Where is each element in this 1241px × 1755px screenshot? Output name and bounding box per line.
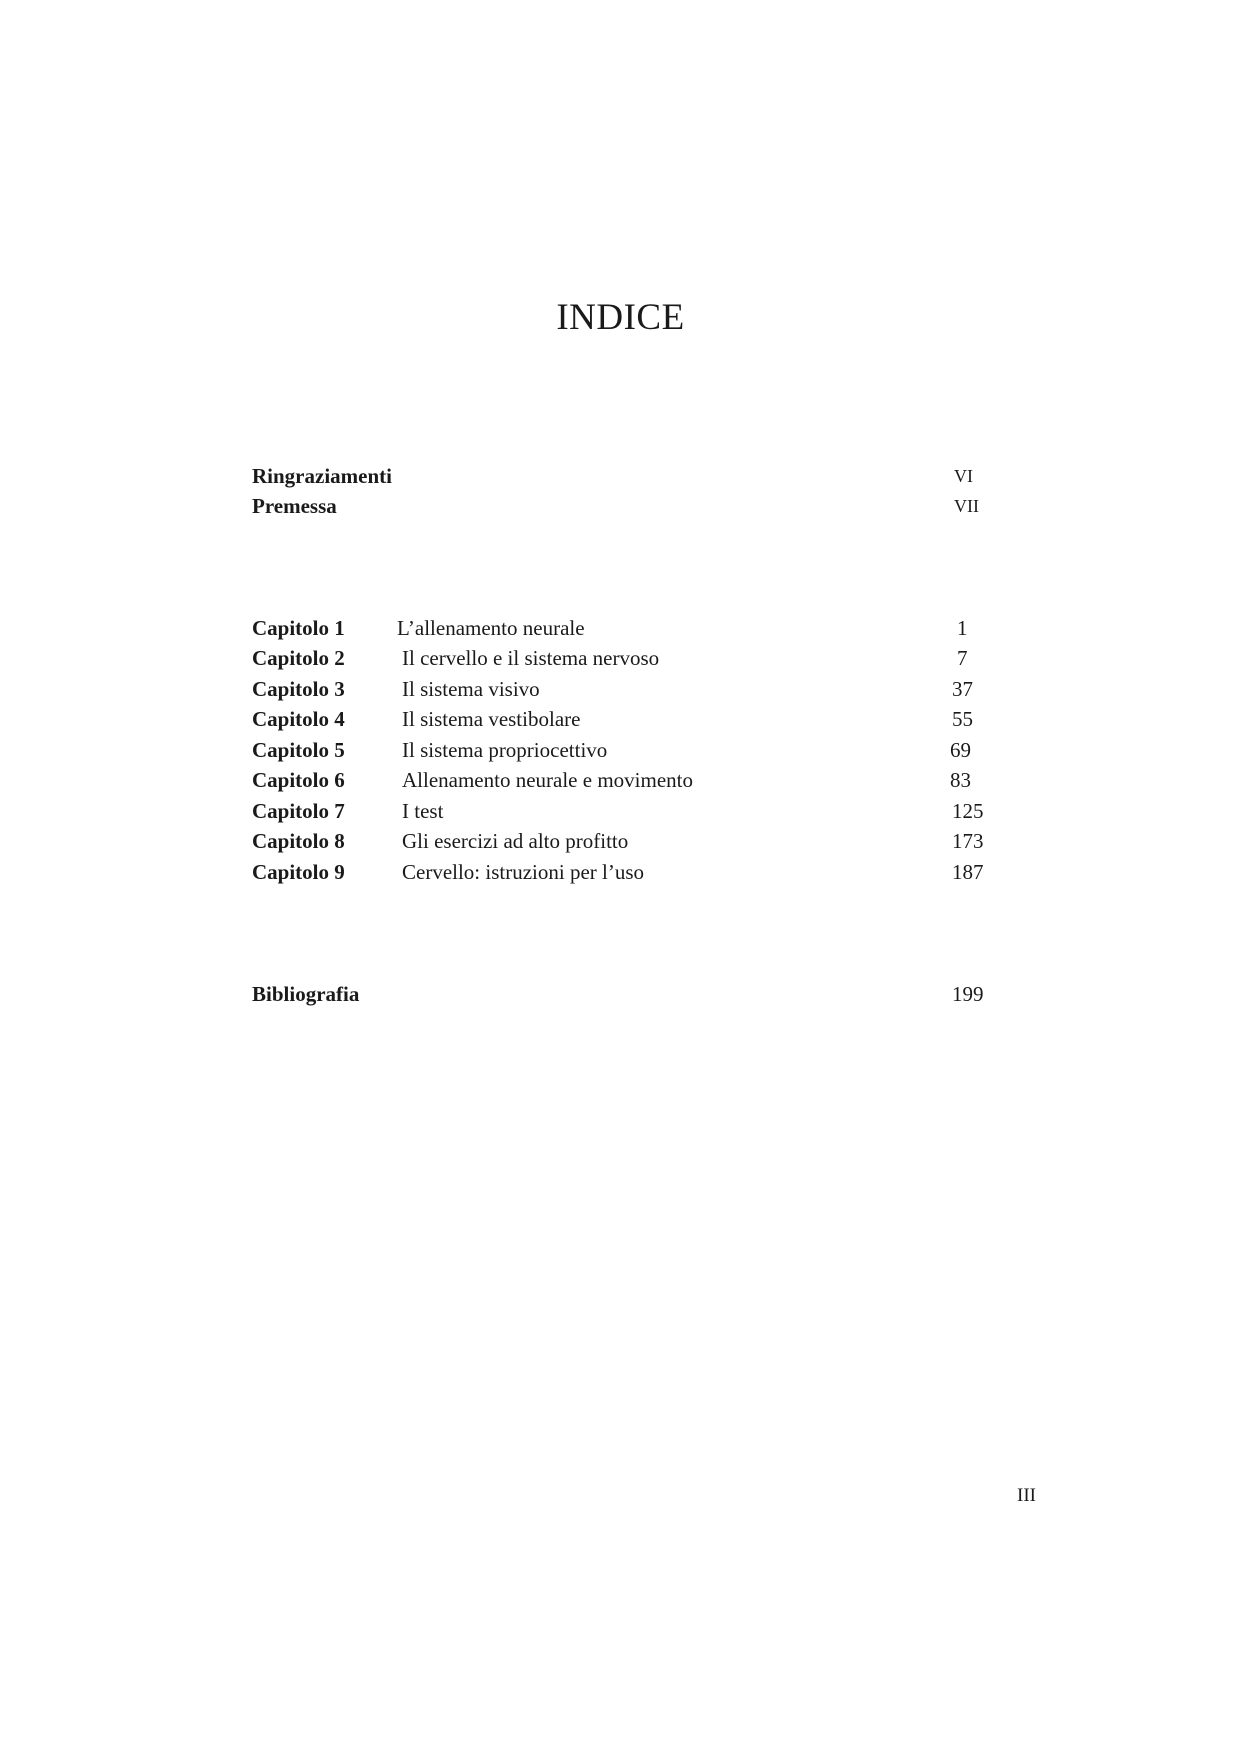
toc-entry-premessa — [252, 492, 1012, 520]
chapter-label: Capitolo 5 — [252, 738, 345, 762]
chapter-title: Allenamento neurale e movimento — [402, 768, 693, 792]
toc-entry-ringraziamenti — [252, 462, 1012, 490]
chapter-label: Capitolo 3 — [252, 677, 345, 701]
toc-chapter-7 — [252, 797, 1012, 825]
chapter-title: Il sistema vestibolare — [402, 707, 581, 731]
chapter-title: Il sistema propriocettivo — [402, 738, 608, 762]
toc-entry-bibliografia — [252, 980, 1012, 1008]
toc-chapter-3 — [252, 675, 1012, 703]
toc-chapter-8 — [252, 827, 1012, 855]
chapter-page: 1 — [957, 616, 968, 640]
chapter-label: Capitolo 7 — [252, 799, 345, 823]
toc-entry-page: 199 — [952, 982, 984, 1006]
toc-chapter-2 — [252, 644, 1012, 672]
chapter-label: Capitolo 2 — [252, 646, 345, 670]
chapter-title: Gli esercizi ad alto profitto — [402, 829, 629, 853]
chapter-page: 37 — [952, 677, 973, 701]
chapter-label: Capitolo 9 — [252, 860, 345, 884]
toc-chapter-9 — [252, 858, 1012, 886]
chapter-title: Il sistema visivo — [402, 677, 540, 701]
chapter-page: 55 — [952, 707, 973, 731]
toc-chapter-6 — [252, 766, 1012, 794]
chapter-title: Cervello: istruzioni per l’uso — [402, 860, 645, 884]
chapter-title: Il cervello e il sistema nervoso — [402, 646, 660, 670]
toc-entry-page: VII — [954, 496, 979, 516]
chapter-label: Capitolo 8 — [252, 829, 345, 853]
chapter-title: L’allenamento neurale — [397, 616, 585, 640]
chapter-page: 187 — [952, 860, 984, 884]
chapter-page: 69 — [950, 738, 971, 762]
toc-entry-page: VI — [954, 466, 973, 486]
toc-chapter-5 — [252, 736, 1012, 764]
chapter-page: 83 — [950, 768, 971, 792]
chapter-title: I test — [402, 799, 444, 823]
toc-chapter-4 — [252, 705, 1012, 733]
toc-entry-label: Premessa — [252, 494, 337, 518]
chapter-label: Capitolo 6 — [252, 768, 345, 792]
chapter-label: Capitolo 1 — [252, 616, 345, 640]
chapter-page: 125 — [952, 799, 984, 823]
toc-entry-label: Bibliografia — [252, 982, 360, 1006]
toc-chapter-1 — [252, 614, 1012, 642]
chapter-label: Capitolo 4 — [252, 707, 345, 731]
chapter-page: 7 — [957, 646, 968, 670]
chapter-page: 173 — [952, 829, 984, 853]
toc-entry-label: Ringraziamenti — [252, 464, 392, 488]
page-title: INDICE — [556, 297, 685, 338]
page-number: III — [1017, 1485, 1036, 1506]
